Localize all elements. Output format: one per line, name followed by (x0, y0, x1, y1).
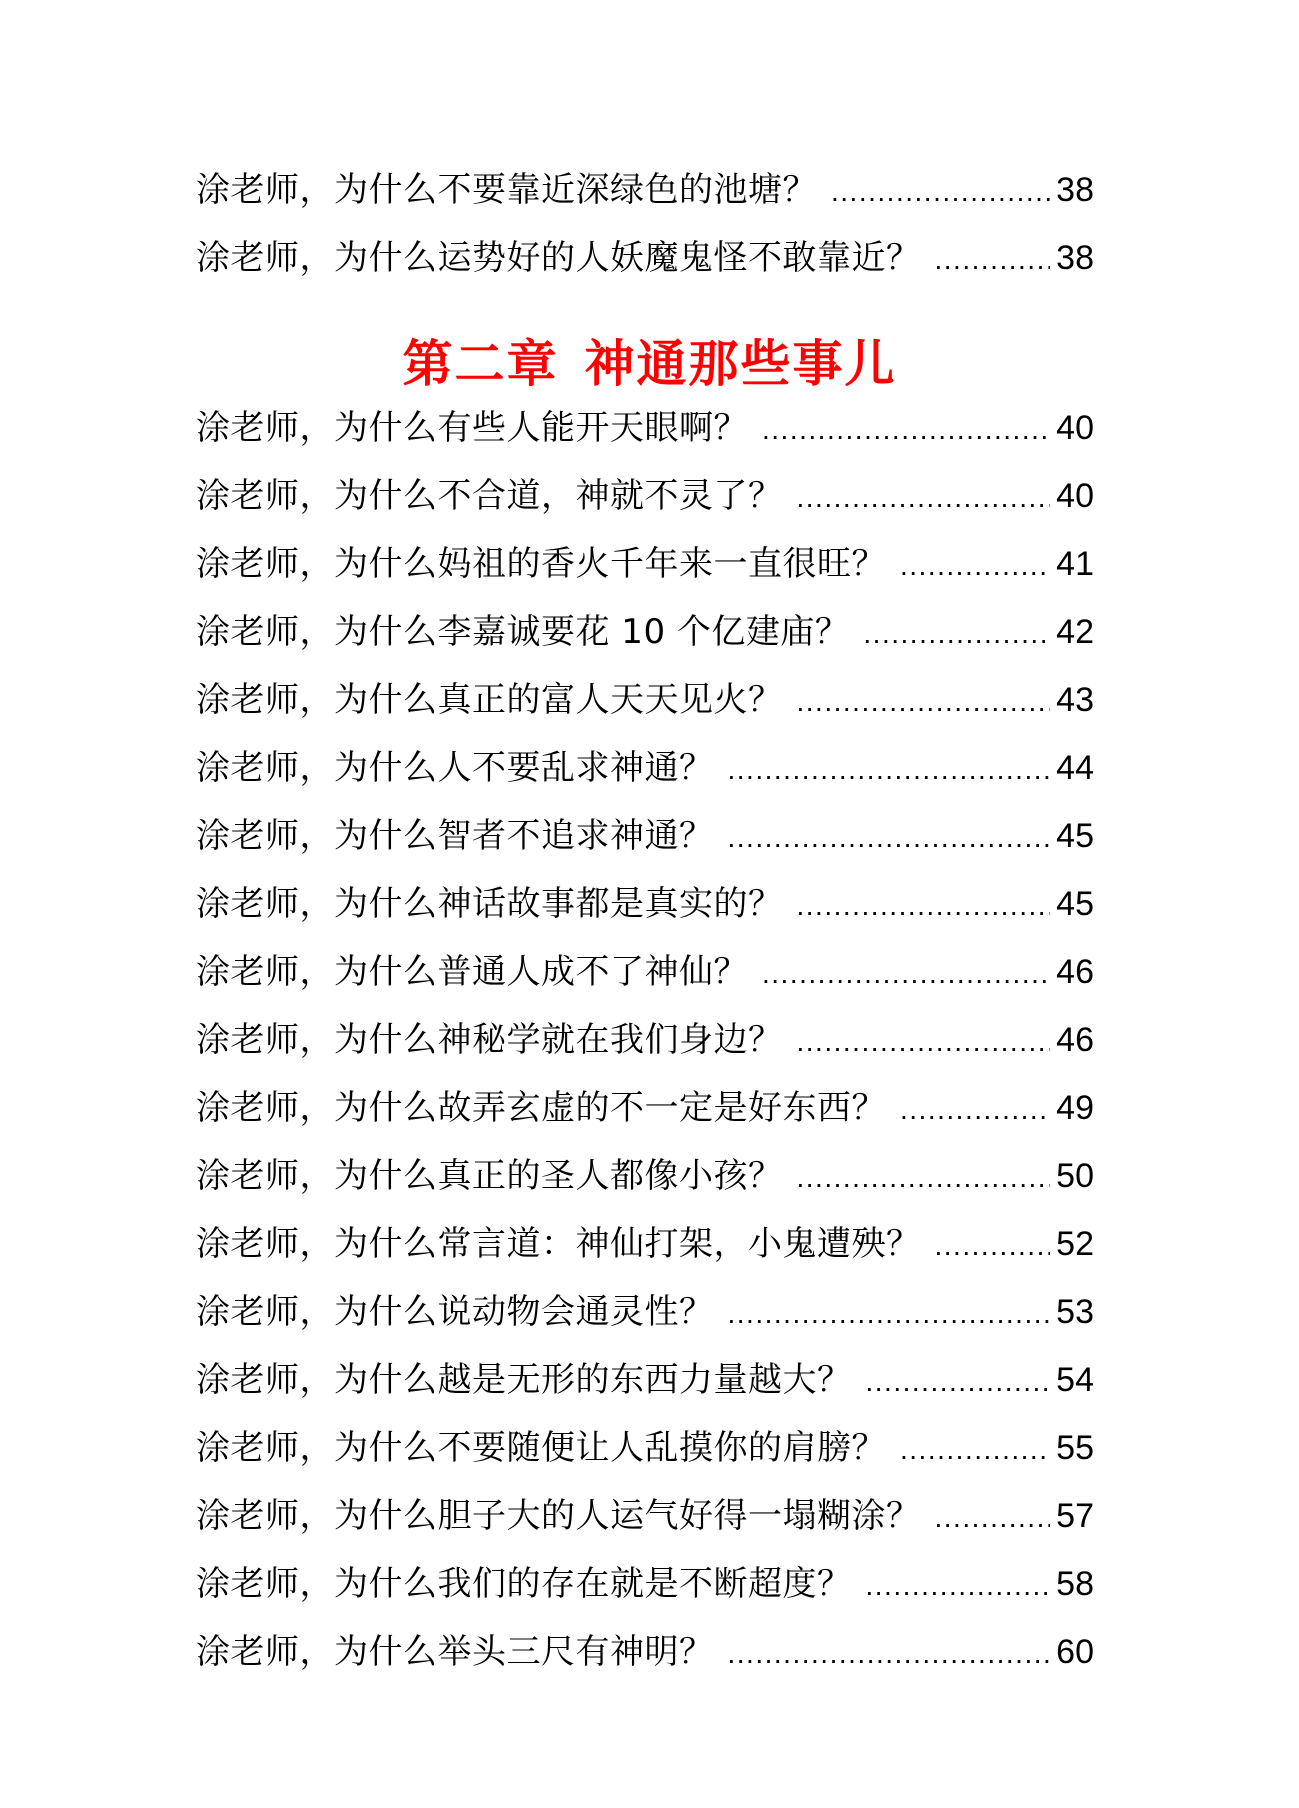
dot-leader (935, 1212, 1051, 1280)
toc-entry-page-number: 40 (1056, 477, 1094, 515)
chapter-number: 第二章 (402, 334, 559, 393)
toc-entry-title: 涂老师，为什么故弄玄虚的不一定是好东西？ (196, 1088, 886, 1128)
toc-entry-page-number: 60 (1056, 1633, 1094, 1671)
toc-entry-title: 涂老师，为什么不合道，神就不灵了？ (196, 476, 783, 516)
dot-leader (935, 226, 1051, 294)
toc-entry-title: 涂老师，为什么真正的富人天天见火？ (196, 680, 783, 720)
dot-leader (900, 1076, 1050, 1144)
toc-entry[interactable] (196, 530, 1094, 598)
toc-entry-title: 涂老师，为什么运势好的人妖魔鬼怪不敢靠近？ (196, 238, 921, 278)
toc-entry-page-number: 42 (1056, 613, 1094, 651)
toc-entry[interactable] (196, 224, 1094, 292)
toc-entry-page-number: 53 (1056, 1293, 1094, 1331)
toc-entry-page-number: 45 (1056, 817, 1094, 855)
dot-leader (935, 1484, 1051, 1552)
toc-entry[interactable] (196, 1414, 1094, 1482)
dot-leader (900, 532, 1050, 600)
dot-leader (797, 1008, 1051, 1076)
toc-entry-title: 涂老师，为什么神秘学就在我们身边？ (196, 1020, 783, 1060)
toc-entry[interactable] (196, 394, 1094, 462)
toc-entry[interactable] (196, 1618, 1094, 1686)
toc-entry-title: 涂老师，为什么不要靠近深绿色的池塘？ (196, 170, 817, 210)
dot-leader (797, 872, 1051, 940)
toc-entry-page-number: 38 (1056, 171, 1094, 209)
toc-entry-title: 涂老师，为什么神话故事都是真实的？ (196, 884, 783, 924)
toc-entry-title: 涂老师，为什么越是无形的东西力量越大？ (196, 1360, 852, 1400)
toc-entry[interactable] (196, 1074, 1094, 1142)
toc-entry-title: 涂老师，为什么有些人能开天眼啊？ (196, 408, 748, 448)
toc-entry-title: 涂老师，为什么说动物会通灵性？ (196, 1292, 714, 1332)
toc-entry-title: 涂老师，为什么人不要乱求神通？ (196, 748, 714, 788)
toc-entry-page-number: 44 (1056, 749, 1094, 787)
toc-entry[interactable] (196, 802, 1094, 870)
toc-entry-title: 涂老师，为什么举头三尺有神明？ (196, 1632, 714, 1672)
toc-entry-title: 涂老师，为什么不要随便让人乱摸你的肩膀？ (196, 1428, 886, 1468)
toc-entry-title: 涂老师，为什么妈祖的香火千年来一直很旺？ (196, 544, 886, 584)
toc-entry[interactable] (196, 1142, 1094, 1210)
chapter-title: 神通那些事儿 (584, 334, 897, 393)
toc-entry-title: 涂老师，为什么常言道：神仙打架，小鬼遭殃？ (196, 1224, 921, 1264)
toc-entry-title: 涂老师，为什么我们的存在就是不断超度？ (196, 1564, 852, 1604)
toc-entry[interactable] (196, 1278, 1094, 1346)
toc-entry-page-number: 58 (1056, 1565, 1094, 1603)
toc-entry-page-number: 46 (1056, 1021, 1094, 1059)
toc-entry-page-number: 38 (1056, 239, 1094, 277)
dot-leader (762, 396, 1050, 464)
toc-entry-title: 涂老师，为什么普通人成不了神仙？ (196, 952, 748, 992)
dot-leader (797, 668, 1051, 736)
toc-entry[interactable] (196, 938, 1094, 1006)
toc-entry[interactable] (196, 462, 1094, 530)
toc-entry-title: 涂老师，为什么胆子大的人运气好得一塌糊涂？ (196, 1496, 921, 1536)
toc-entry[interactable] (196, 598, 1094, 666)
dot-leader (863, 600, 1050, 668)
dot-leader (797, 464, 1051, 532)
toc-entry-page-number: 50 (1056, 1157, 1094, 1195)
dot-leader (762, 940, 1050, 1008)
toc-entry[interactable] (196, 1006, 1094, 1074)
dot-leader (728, 804, 1051, 872)
toc-entry-page-number: 43 (1056, 681, 1094, 719)
dot-leader (866, 1552, 1051, 1620)
toc-entry[interactable] (196, 1482, 1094, 1550)
toc-entry[interactable] (196, 734, 1094, 802)
toc-list-chapter-two (196, 394, 1094, 1686)
toc-entry-page-number: 52 (1056, 1225, 1094, 1263)
dot-leader (797, 1144, 1051, 1212)
toc-entry[interactable] (196, 1550, 1094, 1618)
toc-entry[interactable] (196, 666, 1094, 734)
toc-entry-page-number: 49 (1056, 1089, 1094, 1127)
toc-entry-title: 涂老师，为什么真正的圣人都像小孩？ (196, 1156, 783, 1196)
toc-entry-page-number: 41 (1056, 545, 1094, 583)
dot-leader (866, 1348, 1051, 1416)
toc-entry[interactable] (196, 870, 1094, 938)
dot-leader (831, 158, 1050, 226)
toc-list-previous-chapter (196, 156, 1094, 292)
dot-leader (728, 1620, 1051, 1688)
dot-leader (900, 1416, 1050, 1484)
dot-leader (728, 1280, 1051, 1348)
toc-entry-title: 涂老师，为什么李嘉诚要花 10 个亿建庙？ (196, 612, 850, 652)
chapter-heading (0, 324, 1299, 404)
toc-entry-page-number: 54 (1056, 1361, 1094, 1399)
toc-entry[interactable] (196, 156, 1094, 224)
toc-entry[interactable] (196, 1346, 1094, 1414)
toc-entry-page-number: 46 (1056, 953, 1094, 991)
toc-entry-title: 涂老师，为什么智者不追求神通？ (196, 816, 714, 856)
dot-leader (728, 736, 1051, 804)
toc-entry-page-number: 57 (1056, 1497, 1094, 1535)
toc-entry-page-number: 40 (1056, 409, 1094, 447)
toc-entry-page-number: 45 (1056, 885, 1094, 923)
toc-entry-page-number: 55 (1056, 1429, 1094, 1467)
toc-entry[interactable] (196, 1210, 1094, 1278)
